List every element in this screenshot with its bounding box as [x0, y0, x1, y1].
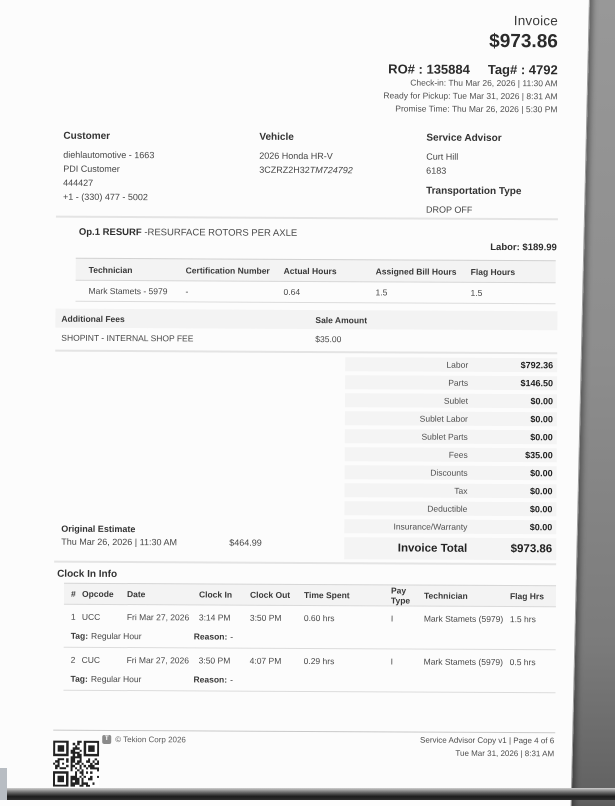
section-divider	[55, 350, 557, 355]
totals-row-parts: Parts $146.50	[345, 375, 557, 390]
invoice-total-row	[344, 537, 556, 560]
tag-number: Tag# : 4792	[487, 61, 558, 78]
col-flag-hours: Flag Hours	[470, 266, 516, 277]
customer-name: diehlautomotive - 1663	[63, 149, 155, 161]
scanner-background-bottom	[6, 788, 615, 800]
totals-row-tax: Tax $0.00	[344, 483, 556, 498]
flag-hours: 1.5	[470, 287, 483, 298]
additional-fees-row	[55, 328, 557, 351]
service-advisor-block	[426, 133, 561, 218]
original-estimate-block	[61, 523, 262, 550]
clock-row-2: 2 CUC Fri Mar 27, 2026 3:50 PM 4:07 PM 0.29 hrs I Mark Stamets (5979) 0.5 hrs	[70, 654, 536, 668]
clock-row-1-tagline	[64, 629, 556, 651]
col-time-spent: Time Spent	[303, 589, 350, 601]
col-clock-in: Clock In	[198, 589, 233, 600]
footer-copyright	[102, 735, 186, 744]
clock-table-header	[64, 583, 556, 608]
clock-row-1: 1 UCC Fri Mar 27, 2026 3:14 PM 3:50 PM 0.60 hrs I Mark Stamets (5979) 1.5 hrs	[70, 611, 536, 625]
vehicle-model: 2026 Honda HR-V	[259, 150, 333, 162]
col-flag-hrs: Flag Hrs	[509, 591, 545, 602]
transportation-type-value: DROP OFF	[425, 204, 473, 215]
copyright-text: © Tekion Corp 2026	[115, 734, 186, 745]
totals-row-insurance-warranty: Insurance/Warranty $0.00	[344, 519, 556, 534]
operation-labor-amount: Labor: $189.99	[490, 241, 557, 254]
additional-fees-table	[55, 309, 557, 351]
tekion-logo-icon: T	[102, 735, 111, 744]
technician-table-row	[76, 281, 556, 305]
col-pay-type: Pay Type	[390, 585, 411, 606]
vehicle-vin	[259, 163, 424, 178]
original-estimate-date: Thu Mar 26, 2026 | 11:30 AM	[61, 536, 178, 548]
vehicle-label: Vehicle	[259, 131, 294, 143]
col-assigned-bill-hours: Assigned Bill Hours	[375, 265, 457, 277]
col-certification-number: Certification Number	[185, 264, 270, 276]
ro-number: RO# : 135884	[388, 61, 470, 77]
vin-suffix: TM724792	[309, 165, 353, 176]
original-estimate-label: Original Estimate	[61, 523, 136, 535]
operation-title	[79, 227, 297, 239]
col-clock-out: Clock Out	[249, 589, 291, 600]
invoice-total-value: $973.86	[510, 543, 553, 556]
checkin-time: Check-in: Thu Mar 26, 2026 | 11:30 AM	[410, 77, 558, 89]
col-technician: Technician	[423, 590, 468, 601]
original-estimate-amount: $464.99	[229, 537, 262, 548]
promise-time: Promise Time: Thu Mar 26, 2026 | 5:30 PM	[395, 103, 558, 115]
invoice-amount: $973.86	[489, 30, 558, 53]
col-index: #	[70, 588, 76, 599]
actual-hours: 0.64	[283, 286, 301, 297]
vin-prefix: 3CZRZ2H32	[259, 164, 310, 176]
print-timestamp: Tue Mar 31, 2026 | 8:31 AM	[455, 748, 555, 758]
fee-amount: $35.00	[315, 334, 342, 345]
clock-row-2-tagline	[63, 672, 555, 694]
totals-row-sublet-labor: Sublet Labor $0.00	[345, 411, 557, 426]
technician-name: Mark Stamets - 5979	[88, 285, 168, 297]
original-estimate-line	[61, 536, 262, 550]
reason-label: Reason:	[193, 674, 228, 685]
col-date: Date	[126, 589, 146, 600]
totals-row-sublet: Sublet $0.00	[345, 393, 557, 408]
col-technician: Technician	[88, 264, 133, 275]
tag-value: Regular Hour	[91, 630, 142, 642]
reason-value: -	[230, 674, 233, 685]
col-sale-amount: Sale Amount	[315, 314, 368, 325]
clock-in-info-title: Clock In Info	[57, 568, 118, 581]
certification-number: -	[185, 286, 189, 297]
customer-id: 444427	[63, 177, 94, 188]
scanner-background-corner	[0, 768, 7, 800]
copy-version-page: Service Advisor Copy v1 | Page 4 of 6	[420, 735, 555, 746]
technician-table-header	[76, 258, 556, 284]
totals-row-sublet-parts: Sublet Parts $0.00	[345, 429, 557, 444]
customer-type: PDI Customer	[63, 163, 120, 175]
ro-tag-line	[383, 61, 557, 77]
col-opcode: Opcode	[81, 588, 114, 599]
totals-table	[344, 357, 557, 564]
page-title: Invoice	[513, 13, 559, 29]
additional-fees-header	[55, 309, 557, 331]
footer-divider	[53, 730, 555, 734]
clock-in-table	[63, 583, 556, 694]
ready-for-pickup-time: Ready for Pickup: Tue Mar 31, 2026 | 8:31 AM	[383, 90, 558, 102]
transportation-type-label: Transportation Type	[426, 185, 522, 198]
invoice-header	[383, 12, 558, 116]
footer-print-info	[420, 735, 554, 761]
fee-name: SHOPINT - INTERNAL SHOP FEE	[61, 332, 194, 344]
vehicle-block	[259, 132, 424, 178]
tag-label: Tag:	[70, 673, 88, 684]
totals-row-discounts: Discounts $0.00	[345, 465, 557, 480]
tag-value: Regular Hour	[90, 673, 142, 685]
operation-description: -RESURFACE ROTORS PER AXLE	[141, 227, 298, 239]
reason-value: -	[230, 631, 234, 642]
totals-row-fees: Fees $35.00	[345, 447, 557, 462]
technician-table	[76, 258, 556, 305]
qr-code	[53, 741, 99, 787]
col-additional-fees: Additional Fees	[61, 313, 125, 324]
operation-code: Op.1 RESURF	[78, 226, 142, 239]
reason-label: Reason:	[193, 631, 228, 642]
service-advisor-name: Curt Hill	[426, 151, 459, 162]
customer-block	[63, 131, 253, 205]
tag-label: Tag:	[70, 630, 89, 641]
totals-row-labor: Labor $792.36	[345, 357, 557, 372]
invoice-total-label: Invoice Total	[397, 542, 468, 555]
customer-label: Customer	[63, 130, 111, 142]
service-advisor-number: 6183	[426, 165, 447, 176]
service-advisor-label: Service Advisor	[426, 132, 502, 145]
customer-phone: +1 - (330) 477 - 5002	[63, 191, 148, 203]
col-actual-hours: Actual Hours	[283, 265, 337, 276]
assigned-bill-hours: 1.5	[375, 287, 388, 298]
totals-row-deductible: Deductible $0.00	[344, 501, 556, 516]
